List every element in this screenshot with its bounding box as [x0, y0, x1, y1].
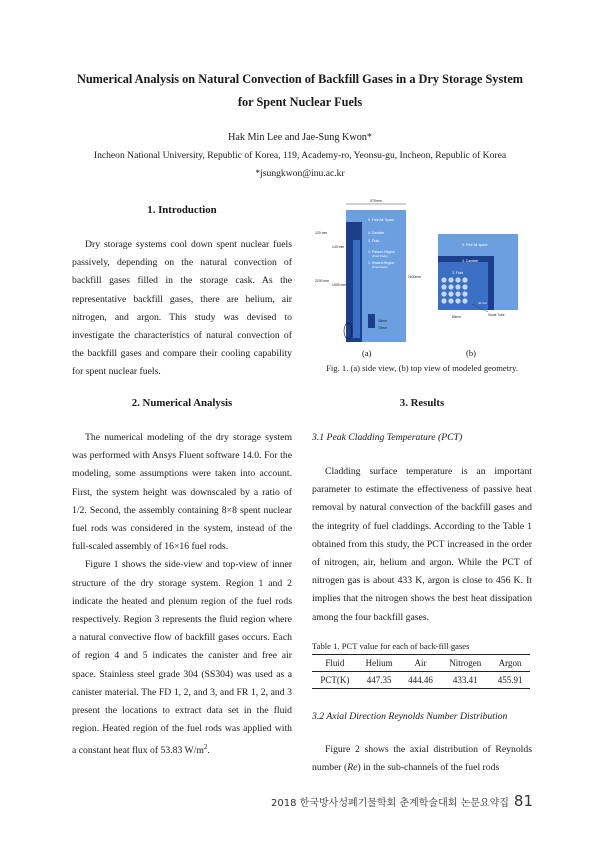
pct-paragraph: Cladding surface temperature is an important parameter to estimate the effectiveness of passive heat removal by natural convection of the backfill gases and the integrity of fuel claddings. According to the Table 1 obtained from this study, the PCT increased in the order of nitrogen, air, helium and argon. While the PCT of nitrogen gas is about 433 K, argon is close to 456 K. It implies that the nitrogen shows the best heat dissipation among the four backfill gases.: [312, 466, 532, 623]
heading-introduction: 1. Introduction: [147, 204, 217, 216]
dim-120: 120 mm: [315, 231, 328, 235]
th-argon: Argon: [498, 658, 522, 668]
dim-80: 80mm: [452, 315, 461, 319]
intro-text: Dry storage systems cool down spent nuclear fuels passively, depending on the natural convection of backfill gases filled in the storage cask. As the representative backfill gases, there are helium, air nitrogen, and argon. This study was devised to investigate the characteristics of natural convection of the backfill gases and compare their cooling capability for spent nuclear fuels.: [72, 239, 292, 378]
reynolds-paragraph: Figure 2 shows the axial distribution of Reynolds number (Re) in the sub-channels of the fuel rods: [312, 744, 532, 774]
td-nitrogen: 433.41: [452, 675, 478, 685]
label-guide-tube: Guide Tube: [488, 313, 505, 317]
footer: [271, 792, 533, 810]
th-fluid: Fluid: [325, 658, 345, 668]
table-header-row: [312, 655, 530, 672]
td-label: PCT(K): [320, 675, 350, 685]
subheading-reynolds: 3.2 Axial Direction Reynolds Number Distribution: [312, 711, 508, 722]
label-a: (a): [362, 348, 372, 358]
label-canister: 4. Canister: [368, 231, 385, 235]
numerical-para-1: The numerical modeling of the dry storage system was performed with Ansys Fluent software 14.0. For the modeling, some assumptions were taken into account. First, the system height was downscaled by a ratio of 1/2. Second, the assembly containing 8×8 spent nuclear fuel rods was considered in the system, instead of the full-scaled assembly of 16×16 fuel rods.: [72, 432, 292, 553]
table-1-caption: Table 1. PCT value for each of back-fill gases: [312, 641, 470, 651]
dim-top-width: 570mm: [370, 199, 382, 203]
label-top-canister: 4. Canister: [462, 259, 479, 263]
th-helium: Helium: [365, 658, 393, 668]
reynolds-body: [312, 741, 532, 777]
label-top-fluid: 3. Fluid: [452, 271, 464, 275]
th-air: Air: [414, 658, 427, 668]
label-b: (b): [466, 348, 476, 358]
label-fluid: 3. Fluid: [368, 239, 380, 243]
dim-40: 40mm: [378, 319, 387, 323]
dim-2600: 2600mm: [408, 275, 422, 279]
authors: Hak Min Lee and Jae-Sung Kwon*: [227, 132, 372, 143]
dim-1005: 1005 mm: [332, 283, 347, 287]
superscript: 2: [203, 743, 208, 752]
table-1: [312, 654, 530, 689]
dim-143: 143 mm: [332, 245, 345, 249]
th-nitrogen: Nitrogen: [449, 658, 482, 668]
page-number: 81: [513, 792, 533, 810]
label-heated: 1. Heated Region: [368, 261, 395, 265]
title-line-2: for Spent Nuclear Fuels: [237, 95, 363, 109]
pct-body: [312, 463, 532, 627]
numerical-para-2: Figure 1 shows the side-view and top-view of inner structure of the dry storage system. Region 1 and 2 indicate the heated and plenum region of the fuel rods respectively. Region 3 represents the fluid region where a natural convective flow of backfill gases occurs. Each of region 4 and 5 indicates the canister and free air space. Stainless steel grade 304 (SS304) was used as a canister material. The FD 1, 2, and 3, and FR 1, 2, and 3 present the locations to extract data set in the fluid region. Heated region of the fuel rods was applied with a constant heat flux of 53.83 $W/m^2$.: [72, 559, 292, 757]
dim-40-top: 40 mm: [478, 301, 488, 305]
heading-numerical-analysis: 2. Numerical Analysis: [131, 397, 233, 409]
figure-1: [312, 196, 528, 362]
paper-title: [40, 68, 560, 114]
numerical-analysis-body: [72, 429, 292, 761]
email: *jsungkwon@inu.ac.kr: [255, 168, 345, 179]
table-row: [312, 672, 530, 689]
fuel-rods-side: [353, 240, 360, 338]
fd-marker: [368, 314, 375, 328]
label-heated-sub: (Fuel Rods): [372, 265, 388, 269]
affiliation: Incheon National University, Republic of Korea, 119, Academy-ro, Yeonsu-gu, Incheon, Republic of Korea: [93, 150, 507, 161]
td-air: 444.46: [408, 675, 433, 685]
dim-70: 70mm: [378, 326, 387, 330]
label-top-free-air: 5. Free Air space: [462, 243, 488, 247]
label-plenum: 2. Plenum Region: [368, 250, 395, 254]
footer-text: 2018 한국방사성폐기물학회 춘계학술대회 논문요약집: [271, 798, 509, 809]
figure-1-caption: Fig. 1. (a) side view, (b) top view of modeled geometry.: [326, 363, 518, 373]
intro-paragraph: [72, 236, 292, 382]
label-free-air-space: 5. Free Air Space: [368, 218, 395, 222]
dim-2190: 2190 mm: [315, 279, 330, 283]
subheading-pct: 3.1 Peak Cladding Temperature (PCT): [312, 432, 463, 443]
re-symbol: Re: [347, 762, 358, 774]
td-argon: 455.91: [497, 675, 523, 685]
td-helium: 447.35: [366, 675, 392, 685]
label-plenum-sub: (Fuel Rods): [372, 254, 388, 258]
heading-results: 3. Results: [399, 397, 445, 409]
title-line-1: Numerical Analysis on Natural Convection of Backfill Gases in a Dry Storage System: [76, 72, 524, 86]
